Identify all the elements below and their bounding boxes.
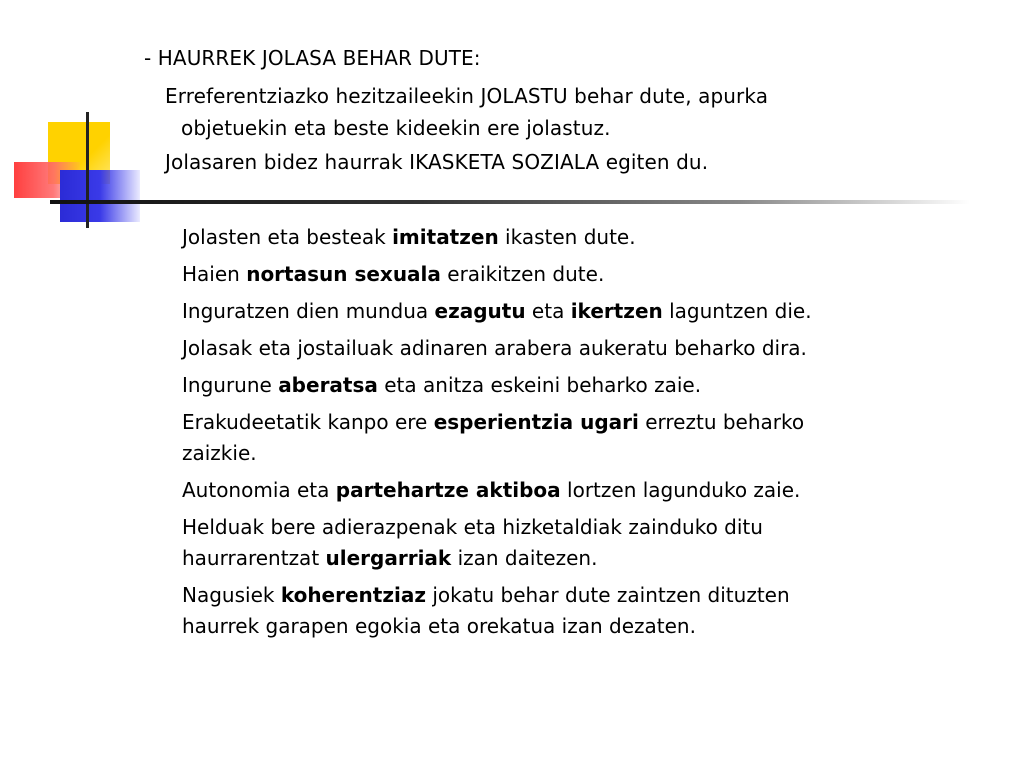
item-text: Nagusiek	[182, 583, 281, 607]
item-text: ikasten dute.	[498, 225, 636, 249]
intro-line-1-text: Erreferentziazko hezitzaileekin JOLASTU behar dute, apurka	[165, 84, 769, 108]
bullet-list	[182, 222, 982, 648]
list-item	[182, 407, 982, 469]
item-text-continuation: haurrarentzat	[182, 546, 326, 570]
list-item	[182, 296, 982, 327]
item-text: jokatu behar dute zaintzen dituzten	[425, 583, 790, 607]
item-text: erreztu beharko	[638, 410, 805, 434]
item-text: Ingurune	[182, 373, 279, 397]
item-text: eta anitza eskeini beharko zaie.	[377, 373, 702, 397]
item-text: eraikitzen dute.	[440, 262, 605, 286]
item-emphasis: esperientzia ugari	[433, 410, 639, 434]
list-item	[182, 580, 982, 642]
item-text: Helduak bere adierazpenak eta hizketaldiak zainduko ditu	[182, 515, 763, 539]
item-emphasis: ulergarriak	[325, 546, 452, 570]
item-text: eta	[525, 299, 571, 323]
slide-heading: - HAURREK JOLASA BEHAR DUTE:	[144, 46, 481, 70]
item-emphasis: partehartze aktiboa	[335, 478, 561, 502]
item-text: Jolasten eta besteak	[182, 225, 393, 249]
item-text: Haien	[182, 262, 247, 286]
item-emphasis: nortasun sexuala	[246, 262, 441, 286]
item-text: lortzen lagunduko zaie.	[560, 478, 801, 502]
item-text: laguntzen die.	[662, 299, 812, 323]
intro-line-2: Jolasaren bidez haurrak IKASKETA SOZIALA egiten du.	[165, 150, 709, 174]
list-item	[182, 512, 982, 574]
item-text: izan daitezen.	[451, 546, 598, 570]
vertical-rule-decoration	[86, 112, 89, 228]
item-text-continuation: haurrek garapen egokia eta orekatua izan dezaten.	[182, 614, 696, 638]
item-emphasis: koherentziaz	[280, 583, 426, 607]
item-emphasis: aberatsa	[278, 373, 378, 397]
item-text: Autonomia eta	[182, 478, 336, 502]
list-item	[182, 333, 982, 364]
item-emphasis: ezagutu	[434, 299, 526, 323]
item-emphasis: ikertzen	[570, 299, 663, 323]
item-text-continuation: zaizkie.	[182, 441, 257, 465]
item-emphasis: imitatzen	[392, 225, 499, 249]
list-item	[182, 222, 982, 253]
list-item	[182, 259, 982, 290]
item-text: Erakudeetatik kanpo ere	[182, 410, 434, 434]
intro-line-1	[165, 80, 965, 144]
blue-square-decoration	[60, 170, 140, 222]
item-text: Jolasak eta jostailuak adinaren arabera aukeratu beharko dira.	[182, 336, 807, 360]
title-underline-rule	[50, 200, 970, 204]
list-item	[182, 370, 982, 401]
intro-line-1-continuation: objetuekin eta beste kideekin ere jolastuz.	[181, 116, 611, 140]
item-text: Inguratzen dien mundua	[182, 299, 435, 323]
list-item	[182, 475, 982, 506]
